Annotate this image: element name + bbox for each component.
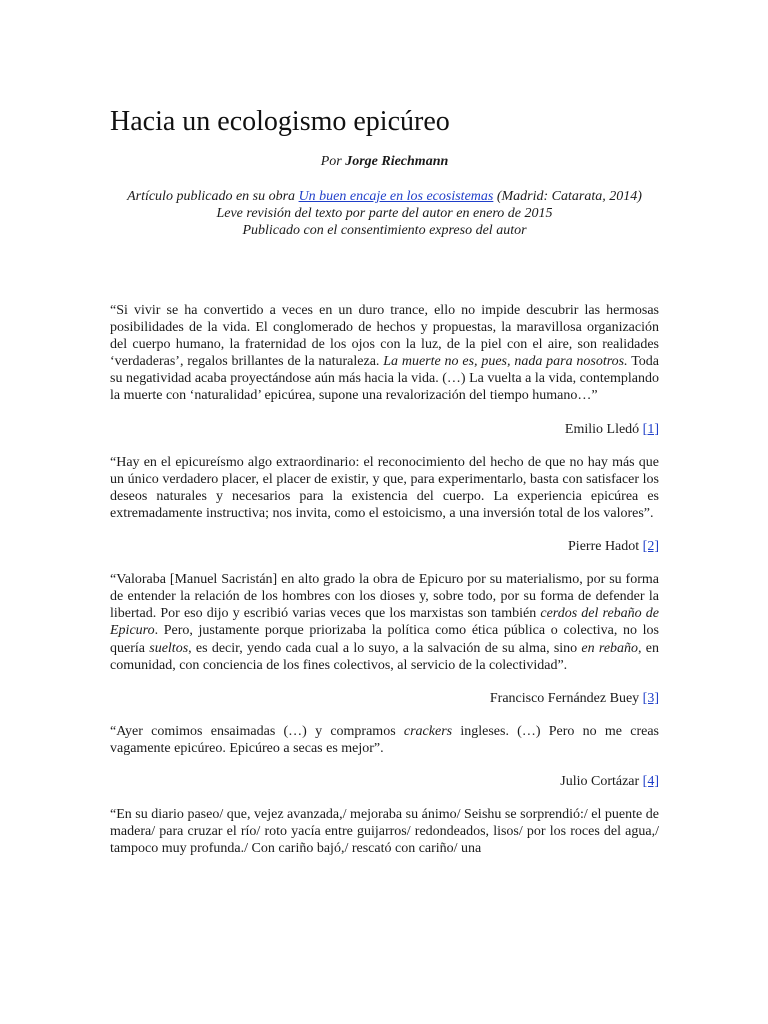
publication-info	[110, 188, 659, 239]
footnote-link-3[interactable]: [3]	[642, 690, 659, 706]
byline-author: Jorge Riechmann	[345, 154, 449, 169]
quote-fernandez-buey: “Valoraba [Manuel Sacristán] en alto grado la obra de Epicuro por su materialismo, por su forma de entender la relación de los hombres con los dioses y, sobre todo, por su forma de defender la libertad. Por eso dijo y escribió varias veces que los marxistas son también cerdos del rebaño de Epicuro. Pero, justamente porque priorizaba la política como ética pública o colectiva, no los quería sueltos, es decir, yendo cada cual a lo suyo, a la salvación de su alma, sino en rebaño, en comunidad, con conciencia de los fines colectivos, al servicio de la colectividad”.	[110, 572, 660, 673]
footnote-link-2[interactable]: [2]	[642, 539, 659, 555]
attribution-cortazar: Julio Cortázar [4]	[560, 773, 659, 789]
article-body	[110, 302, 659, 857]
page-title: Hacia un ecologismo epicúreo	[110, 106, 450, 137]
footnote-link-4[interactable]: [4]	[642, 773, 659, 789]
byline	[110, 153, 659, 170]
publication-line-1	[110, 188, 659, 205]
quote-cortazar: “Ayer comimos ensaimadas (…) y compramos crackers ingleses. (…) Pero no me creas vagamente epicúreo. Epicúreo a secas es mejor”.	[110, 723, 660, 756]
quote-hadot: “Hay en el epicureísmo algo extraordinario: el reconocimiento del hecho de que no hay más que un único verdadero placer, el placer de existir, y que, para experimentarlo, basta con satisfacer los deseos naturales y necesarios para la existencia del cuerpo. La experiencia epicúrea es extremadamente instructiva; nos invita, como el estoicismo, a una inversión total de los valores”.	[110, 454, 659, 521]
book-link[interactable]: Un buen encaje en los ecosistemas	[298, 189, 494, 204]
publication-text: Artículo publicado en su obra	[127, 189, 299, 204]
byline-prefix: Por	[320, 154, 342, 169]
quote-poem: “En su diario paseo/ que, vejez avanzada,/ mejoraba su ánimo/ Seishu se sorprendió:/ el puente de madera/ para cruzar el río/ roto yacía entre guijarros/ redondeados, lisos/ por los roces del agua,/ tampoco muy profunda./ Con cariño bajó,/ rescató con cariño/ una	[110, 807, 659, 857]
attribution-lledo: Emilio Lledó [1]	[564, 421, 659, 437]
attribution-fernandez-buey: Francisco Fernández Buey [3]	[489, 690, 659, 706]
revision-note: Leve revisión del texto por parte del autor en enero de 2015	[216, 206, 553, 221]
quote-lledo: “Si vivir se ha convertido a veces en un duro trance, ello no impide descubrir las hermosas posibilidades de la vida. El conglomerado de hechos y propuestas, la maravillosa organización del cuerpo humano, la fraternidad de los ojos con la luz, de la piel con el aire, son realidades ‘verdaderas’, regalos brillantes de la naturaleza. La muerte no es, pues, nada para nosotros. Toda su negatividad acaba proyectándose aún más hacia la vida. (…) La vuelta a la vida, contemplando la muerte con ‘naturalidad’ epicúrea, supone una revalorización del tiempo humano…”	[110, 303, 659, 404]
footnote-link-1[interactable]: [1]	[642, 421, 659, 437]
publication-details: (Madrid: Catarata, 2014)	[493, 189, 642, 204]
attribution-hadot: Pierre Hadot [2]	[568, 539, 659, 555]
consent-note: Publicado con el consentimiento expreso del autor	[242, 223, 527, 238]
